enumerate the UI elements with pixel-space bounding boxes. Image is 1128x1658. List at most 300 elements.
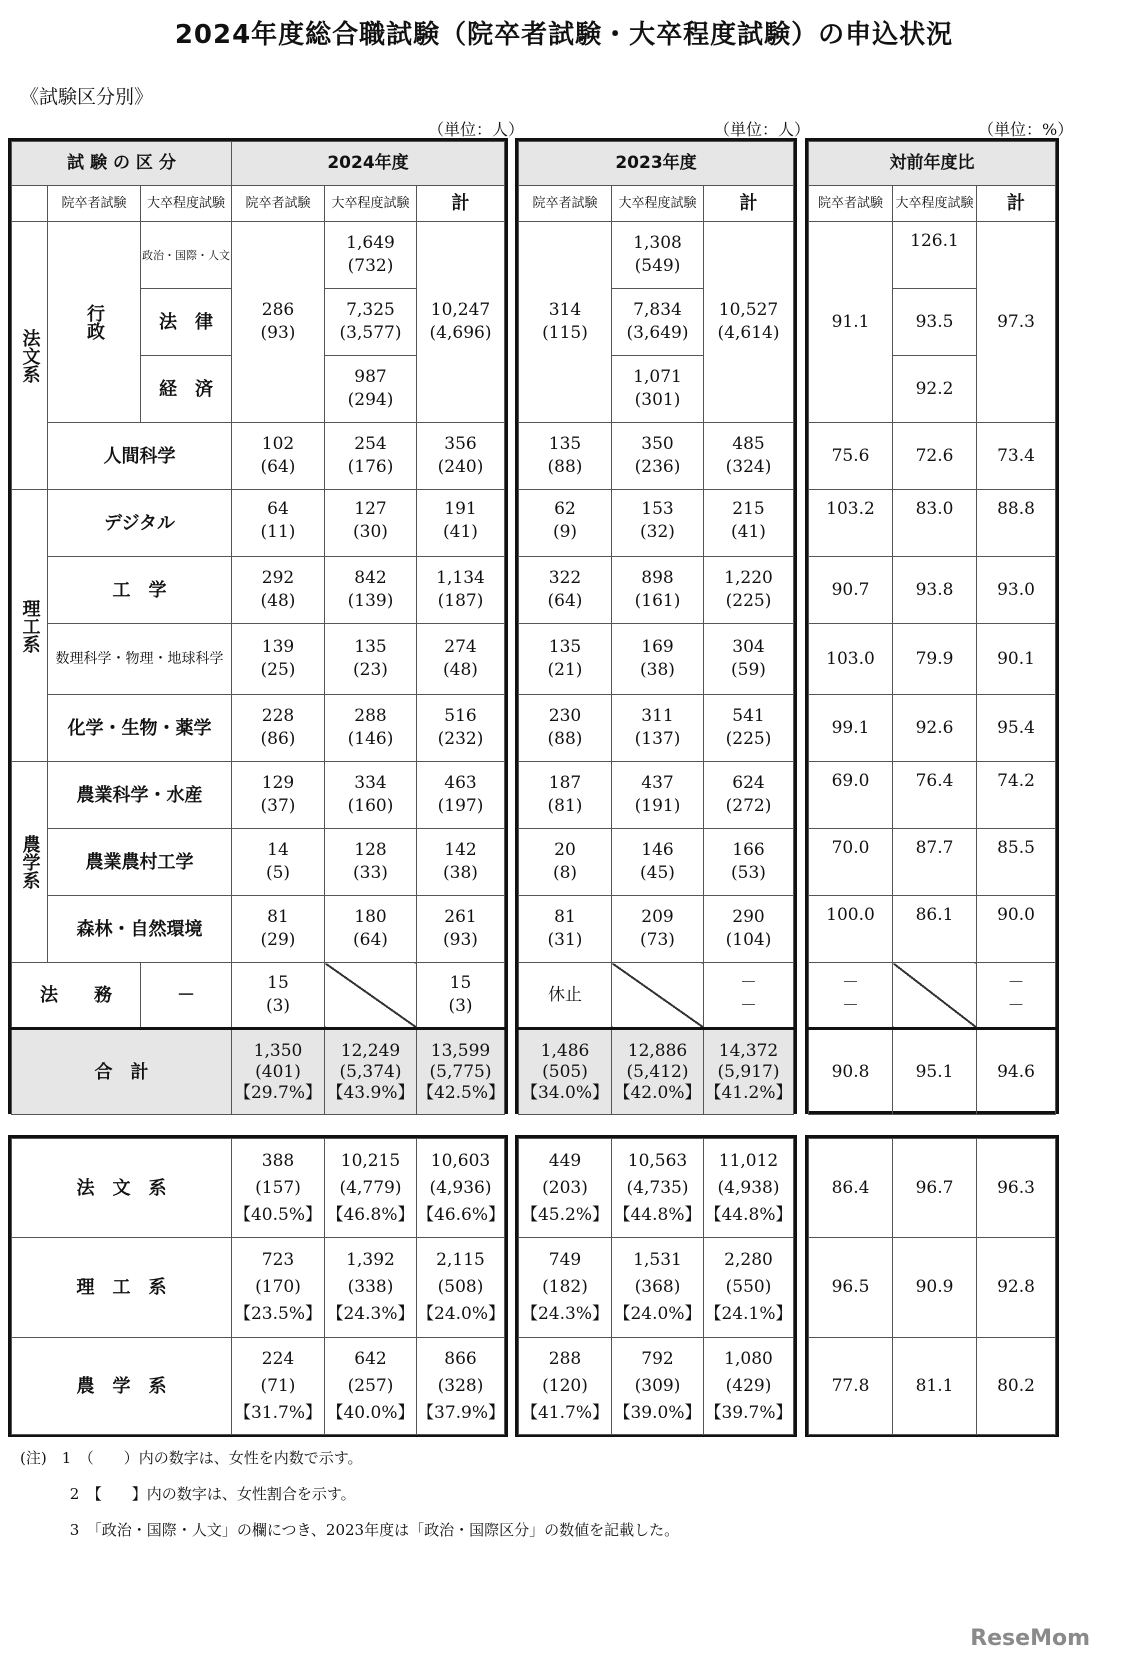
cell	[325, 490, 417, 557]
cell: 75.6	[809, 423, 893, 490]
cell	[704, 1338, 794, 1435]
cell-value: 1,080	[724, 1348, 773, 1369]
cell	[417, 896, 505, 963]
cell-value: (191)	[634, 796, 681, 816]
cell	[704, 829, 794, 896]
cell-value: 304	[732, 637, 765, 657]
cell-value: 485	[732, 434, 765, 454]
cell-value: (232)	[437, 729, 484, 749]
cell-value: －	[1007, 996, 1025, 1016]
cell-value: 【40.5%】	[233, 1204, 322, 1225]
cell	[612, 356, 704, 423]
cell	[704, 624, 794, 695]
cell: 97.3	[977, 222, 1056, 423]
cell	[704, 762, 794, 829]
col-header-total: 計	[704, 186, 794, 222]
cell	[232, 423, 325, 490]
cell	[417, 1338, 505, 1435]
cell: 90.9	[893, 1238, 977, 1338]
cell-value: 146	[641, 840, 674, 860]
cell: 91.1	[809, 222, 893, 423]
cell-value: 166	[732, 840, 765, 860]
cell-value: 64	[267, 499, 289, 519]
cell-value: 209	[641, 907, 674, 927]
houmu-label: 法 務	[12, 963, 141, 1029]
cell-value: 1,531	[633, 1250, 682, 1270]
cell-value: (37)	[260, 796, 296, 816]
summary-2024	[8, 1135, 508, 1437]
cell-value: 723	[261, 1250, 295, 1270]
cell-value: (3,649)	[626, 323, 689, 343]
cell-value: 【24.3%】	[326, 1304, 415, 1324]
cell	[232, 1238, 325, 1338]
cell-value: (4,938)	[717, 1177, 780, 1198]
cell-value: 【37.9%】	[417, 1402, 506, 1423]
cell-value: 1,649	[346, 233, 395, 253]
cell-value: (508)	[437, 1277, 484, 1297]
cell-value: 【39.7%】	[704, 1402, 793, 1423]
cell-value: (240)	[437, 457, 484, 477]
cell	[417, 762, 505, 829]
cell: 99.1	[809, 695, 893, 762]
cell-value: 311	[641, 706, 674, 726]
table-2024	[8, 138, 508, 1114]
cell	[704, 695, 794, 762]
cell: 70.0	[809, 829, 893, 896]
cell-value: 350	[641, 434, 674, 454]
cell-value: 169	[641, 637, 674, 657]
cell-value: (45)	[640, 863, 675, 883]
cell: 76.4	[893, 762, 977, 829]
cell	[704, 490, 794, 557]
cell-value: 7,325	[346, 300, 395, 320]
cell-value: 【24.1%】	[704, 1304, 793, 1324]
cell-value: 135	[548, 434, 582, 454]
cell-value: (104)	[725, 930, 772, 950]
cell-value: 1,220	[724, 568, 773, 588]
footnotes	[20, 1440, 679, 1548]
cell-value: 254	[354, 434, 387, 454]
cell	[612, 289, 704, 356]
cell-value: 135	[548, 637, 582, 657]
cell	[417, 557, 505, 624]
cell-value: 【23.5%】	[233, 1304, 322, 1324]
summary-label: 農 学 系	[12, 1338, 232, 1435]
cell-value: 290	[732, 907, 765, 927]
cell: 93.0	[977, 557, 1056, 624]
cell	[417, 963, 505, 1029]
cell-value: (5,374)	[339, 1061, 402, 1082]
cell-value: (88)	[547, 729, 583, 749]
cell	[704, 423, 794, 490]
cell-value: 1,392	[346, 1250, 395, 1270]
table-ratio	[805, 138, 1059, 1114]
cell	[325, 289, 417, 356]
cell-value: 228	[261, 706, 295, 726]
cell-value: (257)	[347, 1375, 394, 1396]
cell-value: 142	[444, 840, 477, 860]
cell-value: 1,071	[633, 367, 682, 387]
cell-value: 987	[354, 367, 387, 387]
cell	[417, 423, 505, 490]
cell: 72.6	[893, 423, 977, 490]
cell-value: 81	[267, 907, 289, 927]
cell	[325, 896, 417, 963]
cell-value: 541	[732, 706, 765, 726]
footnote: 3 「政治・国際・人文」の欄につき、2023年度は「政治・国際区分」の数値を記載した。	[20, 1521, 680, 1539]
cell-value: (86)	[260, 729, 296, 749]
cell-value: －	[1007, 973, 1025, 993]
cell: 93.5	[893, 289, 977, 356]
cell-value: 516	[444, 706, 477, 726]
diagonal-cell	[325, 963, 417, 1029]
cell-value: 10,527	[718, 300, 779, 320]
cell-value: 127	[354, 499, 387, 519]
cell	[325, 624, 417, 695]
col-header-graduate: 院卒者試験	[809, 186, 893, 222]
cell-value: 20	[554, 840, 576, 860]
cell-value: 15	[267, 973, 289, 993]
cell-value: －	[842, 973, 859, 993]
cell-value: 749	[548, 1250, 582, 1270]
cell	[232, 1029, 325, 1115]
cell-value: 139	[261, 637, 295, 657]
cell-value: (5)	[265, 863, 291, 883]
cell	[519, 762, 612, 829]
col-header-graduate: 院卒者試験	[519, 186, 612, 222]
cell-value: (32)	[640, 522, 675, 542]
cell-value: 261	[444, 907, 477, 927]
cell: 96.5	[809, 1238, 893, 1338]
cell: 103.2	[809, 490, 893, 557]
cell-value: (549)	[634, 256, 681, 276]
cell	[417, 1238, 505, 1338]
cell-value: 【34.0%】	[520, 1082, 609, 1103]
cell-value: (182)	[542, 1277, 588, 1297]
cell-value: (9)	[552, 522, 578, 542]
cell	[612, 490, 704, 557]
cell-value: 14,372	[718, 1040, 779, 1061]
group-nogaku: 農学系	[12, 762, 48, 963]
cell	[232, 695, 325, 762]
ratio-header: 対前年度比	[809, 142, 1056, 186]
cell-value: －	[740, 973, 757, 993]
cell: 73.4	[977, 423, 1056, 490]
cell-value: (139)	[347, 591, 394, 611]
cell-value: (73)	[640, 930, 675, 950]
sub-keizai: 経 済	[141, 356, 232, 423]
cell-value: 【42.0%】	[613, 1082, 702, 1103]
cell	[232, 624, 325, 695]
cell	[417, 1029, 505, 1115]
year-2024-header: 2024年度	[232, 142, 505, 186]
cell	[704, 1238, 794, 1338]
cell-value: 215	[732, 499, 765, 519]
cell: 93.8	[893, 557, 977, 624]
cell-value: (93)	[260, 323, 296, 343]
cell-value: 2,115	[436, 1250, 485, 1270]
cell-value: (203)	[542, 1177, 588, 1198]
cell: 80.2	[977, 1338, 1056, 1435]
cell: 90.0	[977, 896, 1056, 963]
cell-value: (71)	[260, 1375, 296, 1396]
unit-label-2024: （単位：人）	[428, 120, 525, 139]
summary-2023	[515, 1135, 797, 1437]
cell-value: 【29.7%】	[233, 1082, 322, 1103]
cell	[519, 1238, 612, 1338]
cell-value: (11)	[260, 522, 296, 542]
cell-value: －	[740, 996, 757, 1016]
cell-value: (176)	[347, 457, 394, 477]
cell-value: (4,779)	[339, 1177, 402, 1198]
cell: 95.4	[977, 695, 1056, 762]
cell	[325, 1139, 417, 1238]
cell-value: 842	[354, 568, 387, 588]
cell	[704, 1029, 794, 1115]
cell-value: 898	[641, 568, 674, 588]
cell-value: (505)	[542, 1061, 588, 1082]
cell-value: (236)	[634, 457, 681, 477]
diagonal-cell	[893, 963, 977, 1029]
cell-value: (272)	[725, 796, 772, 816]
cell-value: 【40.0%】	[326, 1402, 415, 1423]
cell: 96.3	[977, 1139, 1056, 1238]
cell-value: 1,486	[540, 1040, 590, 1061]
cell	[232, 557, 325, 624]
cell-value: 449	[548, 1150, 582, 1171]
cell-value: (368)	[634, 1277, 681, 1297]
cell-value: 102	[261, 434, 295, 454]
col-header-undergrad: 大卒程度試験	[893, 186, 977, 222]
cell-value: 10,215	[340, 1150, 401, 1171]
cell-value: 【41.2%】	[704, 1082, 793, 1103]
cell: 69.0	[809, 762, 893, 829]
cell-value: 【46.6%】	[417, 1204, 506, 1225]
cell-value: (429)	[725, 1375, 772, 1396]
cell-value: (146)	[347, 729, 394, 749]
cell	[232, 1338, 325, 1435]
cell-value: 437	[641, 773, 674, 793]
cell: 86.4	[809, 1139, 893, 1238]
total-label: 合 計	[12, 1029, 232, 1115]
cell: 90.7	[809, 557, 893, 624]
cell-value: 274	[444, 637, 477, 657]
cell: 81.1	[893, 1338, 977, 1435]
cell	[325, 557, 417, 624]
cell-value: (4,696)	[429, 323, 492, 343]
cell	[325, 423, 417, 490]
cell-value: 288	[548, 1348, 582, 1369]
cell-value: (161)	[634, 591, 681, 611]
cell-value: 14	[267, 840, 289, 860]
cell-value: (225)	[725, 591, 772, 611]
cell-value: (41)	[731, 522, 766, 542]
cell: 100.0	[809, 896, 893, 963]
cell-value: (732)	[347, 256, 394, 276]
cell-value: 15	[449, 973, 472, 993]
cell-value: (5,917)	[717, 1061, 780, 1082]
gyosei-label: 行政	[48, 222, 141, 423]
cell-value: (64)	[547, 591, 583, 611]
cell-value: 【31.7%】	[233, 1402, 322, 1423]
cell	[325, 762, 417, 829]
cell-value: (29)	[260, 930, 296, 950]
cell-value: 230	[548, 706, 582, 726]
year-2023-header: 2023年度	[519, 142, 794, 186]
col-header-total: 計	[977, 186, 1056, 222]
cell	[325, 1238, 417, 1338]
cell-value: 642	[354, 1348, 387, 1369]
cell: 95.1	[893, 1029, 977, 1115]
cell-value: 388	[261, 1150, 295, 1171]
houmu-sub: －	[141, 963, 232, 1029]
cell: 77.8	[809, 1338, 893, 1435]
cell	[325, 695, 417, 762]
cell-value: 314	[548, 300, 582, 320]
cell-value: 【43.9%】	[326, 1082, 415, 1103]
cell	[704, 557, 794, 624]
cell	[612, 695, 704, 762]
row-label: デジタル	[48, 490, 232, 557]
cell	[325, 829, 417, 896]
cell-value: 10,247	[430, 300, 491, 320]
cell-value: (30)	[353, 522, 388, 542]
category-header: 試 験 の 区 分	[12, 142, 232, 186]
cell	[232, 762, 325, 829]
cell-value: (48)	[260, 591, 296, 611]
cell-value: (41)	[443, 522, 478, 542]
cell: 87.7	[893, 829, 977, 896]
cell	[519, 423, 612, 490]
cell-value: (338)	[347, 1277, 394, 1297]
cell-value: (294)	[347, 390, 394, 410]
cell-value: 286	[261, 300, 295, 320]
cell-value: (23)	[353, 660, 388, 680]
cell-value: (48)	[443, 660, 478, 680]
cell	[417, 829, 505, 896]
cell-value: 153	[641, 499, 674, 519]
cell-value: (33)	[353, 863, 388, 883]
cell-value: 191	[444, 499, 477, 519]
page-title: 2024年度総合職試験（院卒者試験・大卒程度試験）の申込状況	[174, 20, 954, 50]
cell-value: 7,834	[633, 300, 682, 320]
cell	[232, 222, 325, 423]
cell-value: 292	[261, 568, 295, 588]
diagonal-cell	[612, 963, 704, 1029]
cell	[612, 1238, 704, 1338]
col-header-graduate: 院卒者試験	[232, 186, 325, 222]
cell-value: (8)	[552, 863, 578, 883]
cell-value: (4,614)	[717, 323, 780, 343]
cell	[325, 1029, 417, 1115]
cell-value: 【46.8%】	[326, 1204, 415, 1225]
cell: 88.8	[977, 490, 1056, 557]
sub-header-graduate: 院卒者試験	[48, 186, 141, 222]
col-header-undergrad: 大卒程度試験	[325, 186, 417, 222]
cell-value: (187)	[437, 591, 484, 611]
cell	[612, 829, 704, 896]
cell	[612, 423, 704, 490]
cell-value: 624	[732, 773, 765, 793]
cell	[519, 695, 612, 762]
cell	[704, 896, 794, 963]
cell-value: (170)	[255, 1277, 301, 1297]
sub-seiji: 政治・国際・人文	[141, 222, 232, 289]
cell-value: (64)	[353, 930, 388, 950]
cell	[612, 557, 704, 624]
cell-value: 13,599	[430, 1040, 491, 1061]
cell-value: 【24.3%】	[520, 1304, 609, 1324]
cell-value: (5,775)	[429, 1061, 492, 1082]
cell-value: 62	[554, 499, 576, 519]
group-bunkei: 法文系	[12, 222, 48, 490]
cell	[325, 222, 417, 289]
cell-value: (401)	[255, 1061, 301, 1082]
cell	[519, 829, 612, 896]
cell-value: (160)	[347, 796, 394, 816]
cell-value: (5,412)	[626, 1061, 689, 1082]
cell-value: 866	[444, 1348, 477, 1369]
cell-value: 【44.8%】	[704, 1204, 793, 1225]
cell	[612, 1029, 704, 1115]
cell-value: 463	[444, 773, 477, 793]
cell-value: 【24.0%】	[417, 1304, 506, 1324]
footnote: 2 【 】内の数字は、女性割合を示す。	[20, 1485, 356, 1503]
cell	[612, 222, 704, 289]
cell-value: 1,308	[633, 233, 682, 253]
cell: 86.1	[893, 896, 977, 963]
cell-value: (3,577)	[339, 323, 402, 343]
cell-value: 12,249	[340, 1040, 401, 1061]
cell	[519, 490, 612, 557]
cell	[232, 896, 325, 963]
cell-value: －	[842, 996, 859, 1016]
cell-value: (4,936)	[429, 1177, 492, 1198]
cell-value: 1,134	[436, 568, 485, 588]
cell-value: 10,603	[430, 1150, 491, 1171]
sub-horitsu: 法 律	[141, 289, 232, 356]
suspended-cell: 休止	[519, 963, 612, 1029]
cell	[519, 1029, 612, 1115]
cell	[232, 829, 325, 896]
cell-value: (64)	[260, 457, 296, 477]
cell-value: (157)	[255, 1177, 301, 1198]
cell-value: (53)	[731, 863, 766, 883]
cell-value: 135	[354, 637, 387, 657]
cell: 92.6	[893, 695, 977, 762]
cell-value: (3)	[265, 996, 291, 1016]
cell: 94.6	[977, 1029, 1056, 1115]
cell-value: (81)	[547, 796, 583, 816]
cell	[612, 1139, 704, 1238]
cell-value: (31)	[547, 930, 583, 950]
footnote: (注) 1 （ ）内の数字は、女性を内数で示す。	[20, 1449, 363, 1467]
cell-value: (115)	[542, 323, 588, 343]
cell-value: (38)	[640, 660, 675, 680]
cell-value: (309)	[634, 1375, 681, 1396]
sub-header-undergrad: 大卒程度試験	[141, 186, 232, 222]
row-label: 化学・生物・薬学	[48, 695, 232, 762]
cell	[519, 896, 612, 963]
cell-value: (3)	[448, 996, 473, 1016]
summary-ratio	[805, 1135, 1059, 1437]
cell-value: 10,563	[627, 1150, 688, 1171]
cell-value: 1,350	[253, 1040, 303, 1061]
cell-value: (59)	[731, 660, 766, 680]
cell	[417, 490, 505, 557]
cell	[417, 624, 505, 695]
cell-value: (38)	[443, 863, 478, 883]
